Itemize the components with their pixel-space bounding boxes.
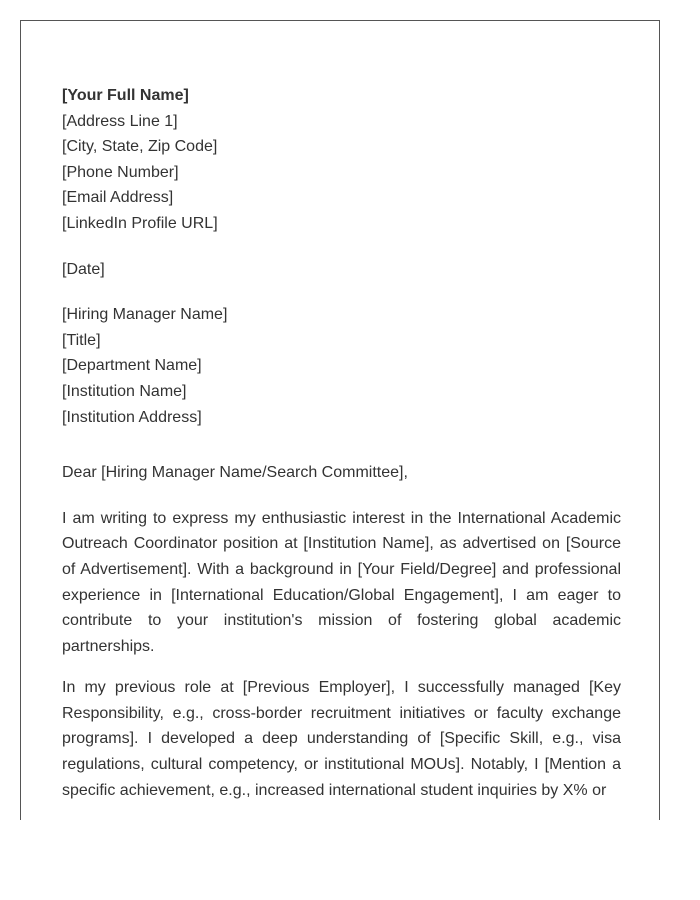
sender-block xyxy=(62,83,621,237)
letter-content xyxy=(62,83,621,819)
letter-page xyxy=(20,20,660,820)
sender-name: [Your Full Name] xyxy=(62,87,189,104)
date-block xyxy=(62,257,621,283)
sender-address-line-1: [Address Line 1] xyxy=(62,112,178,130)
recipient-institution: [Institution Name] xyxy=(62,382,187,400)
body-paragraph: In my previous role at [Previous Employer], I successfully managed [Key Responsibility, e.g., cross-border recruitment initiatives or faculty exchange programs]. I developed a deep understanding of [Specific Skill, e.g., visa regulations, cultural competency, or institutional MOUs]. Notably, I [Mention a specific achievement, e.g., increased international student inquiries by X% or xyxy=(62,679,621,799)
recipient-block xyxy=(62,302,621,430)
recipient-name: [Hiring Manager Name] xyxy=(62,306,228,324)
sender-phone: [Phone Number] xyxy=(62,163,179,181)
sender-linkedin: [LinkedIn Profile URL] xyxy=(62,214,218,232)
salutation: Dear [Hiring Manager Name/Search Committee], xyxy=(62,464,408,482)
body-paragraph: I am writing to express my enthusiastic interest in the International Academic Outreach Coordinator position at [Institution Name], as advertised on [Source of Advertisement]. With a background in [Your Field/Degree] and professional experience in [International Education/Global Engagement], I am eager to contribute to your institution's mission of fostering global academic partnerships. xyxy=(62,509,621,655)
letter-date: [Date] xyxy=(62,260,105,278)
sender-email: [Email Address] xyxy=(62,189,174,207)
sender-city-state-zip: [City, State, Zip Code] xyxy=(62,138,218,156)
recipient-title: [Title] xyxy=(62,331,101,349)
recipient-address: [Institution Address] xyxy=(62,408,202,426)
recipient-department: [Department Name] xyxy=(62,357,202,375)
